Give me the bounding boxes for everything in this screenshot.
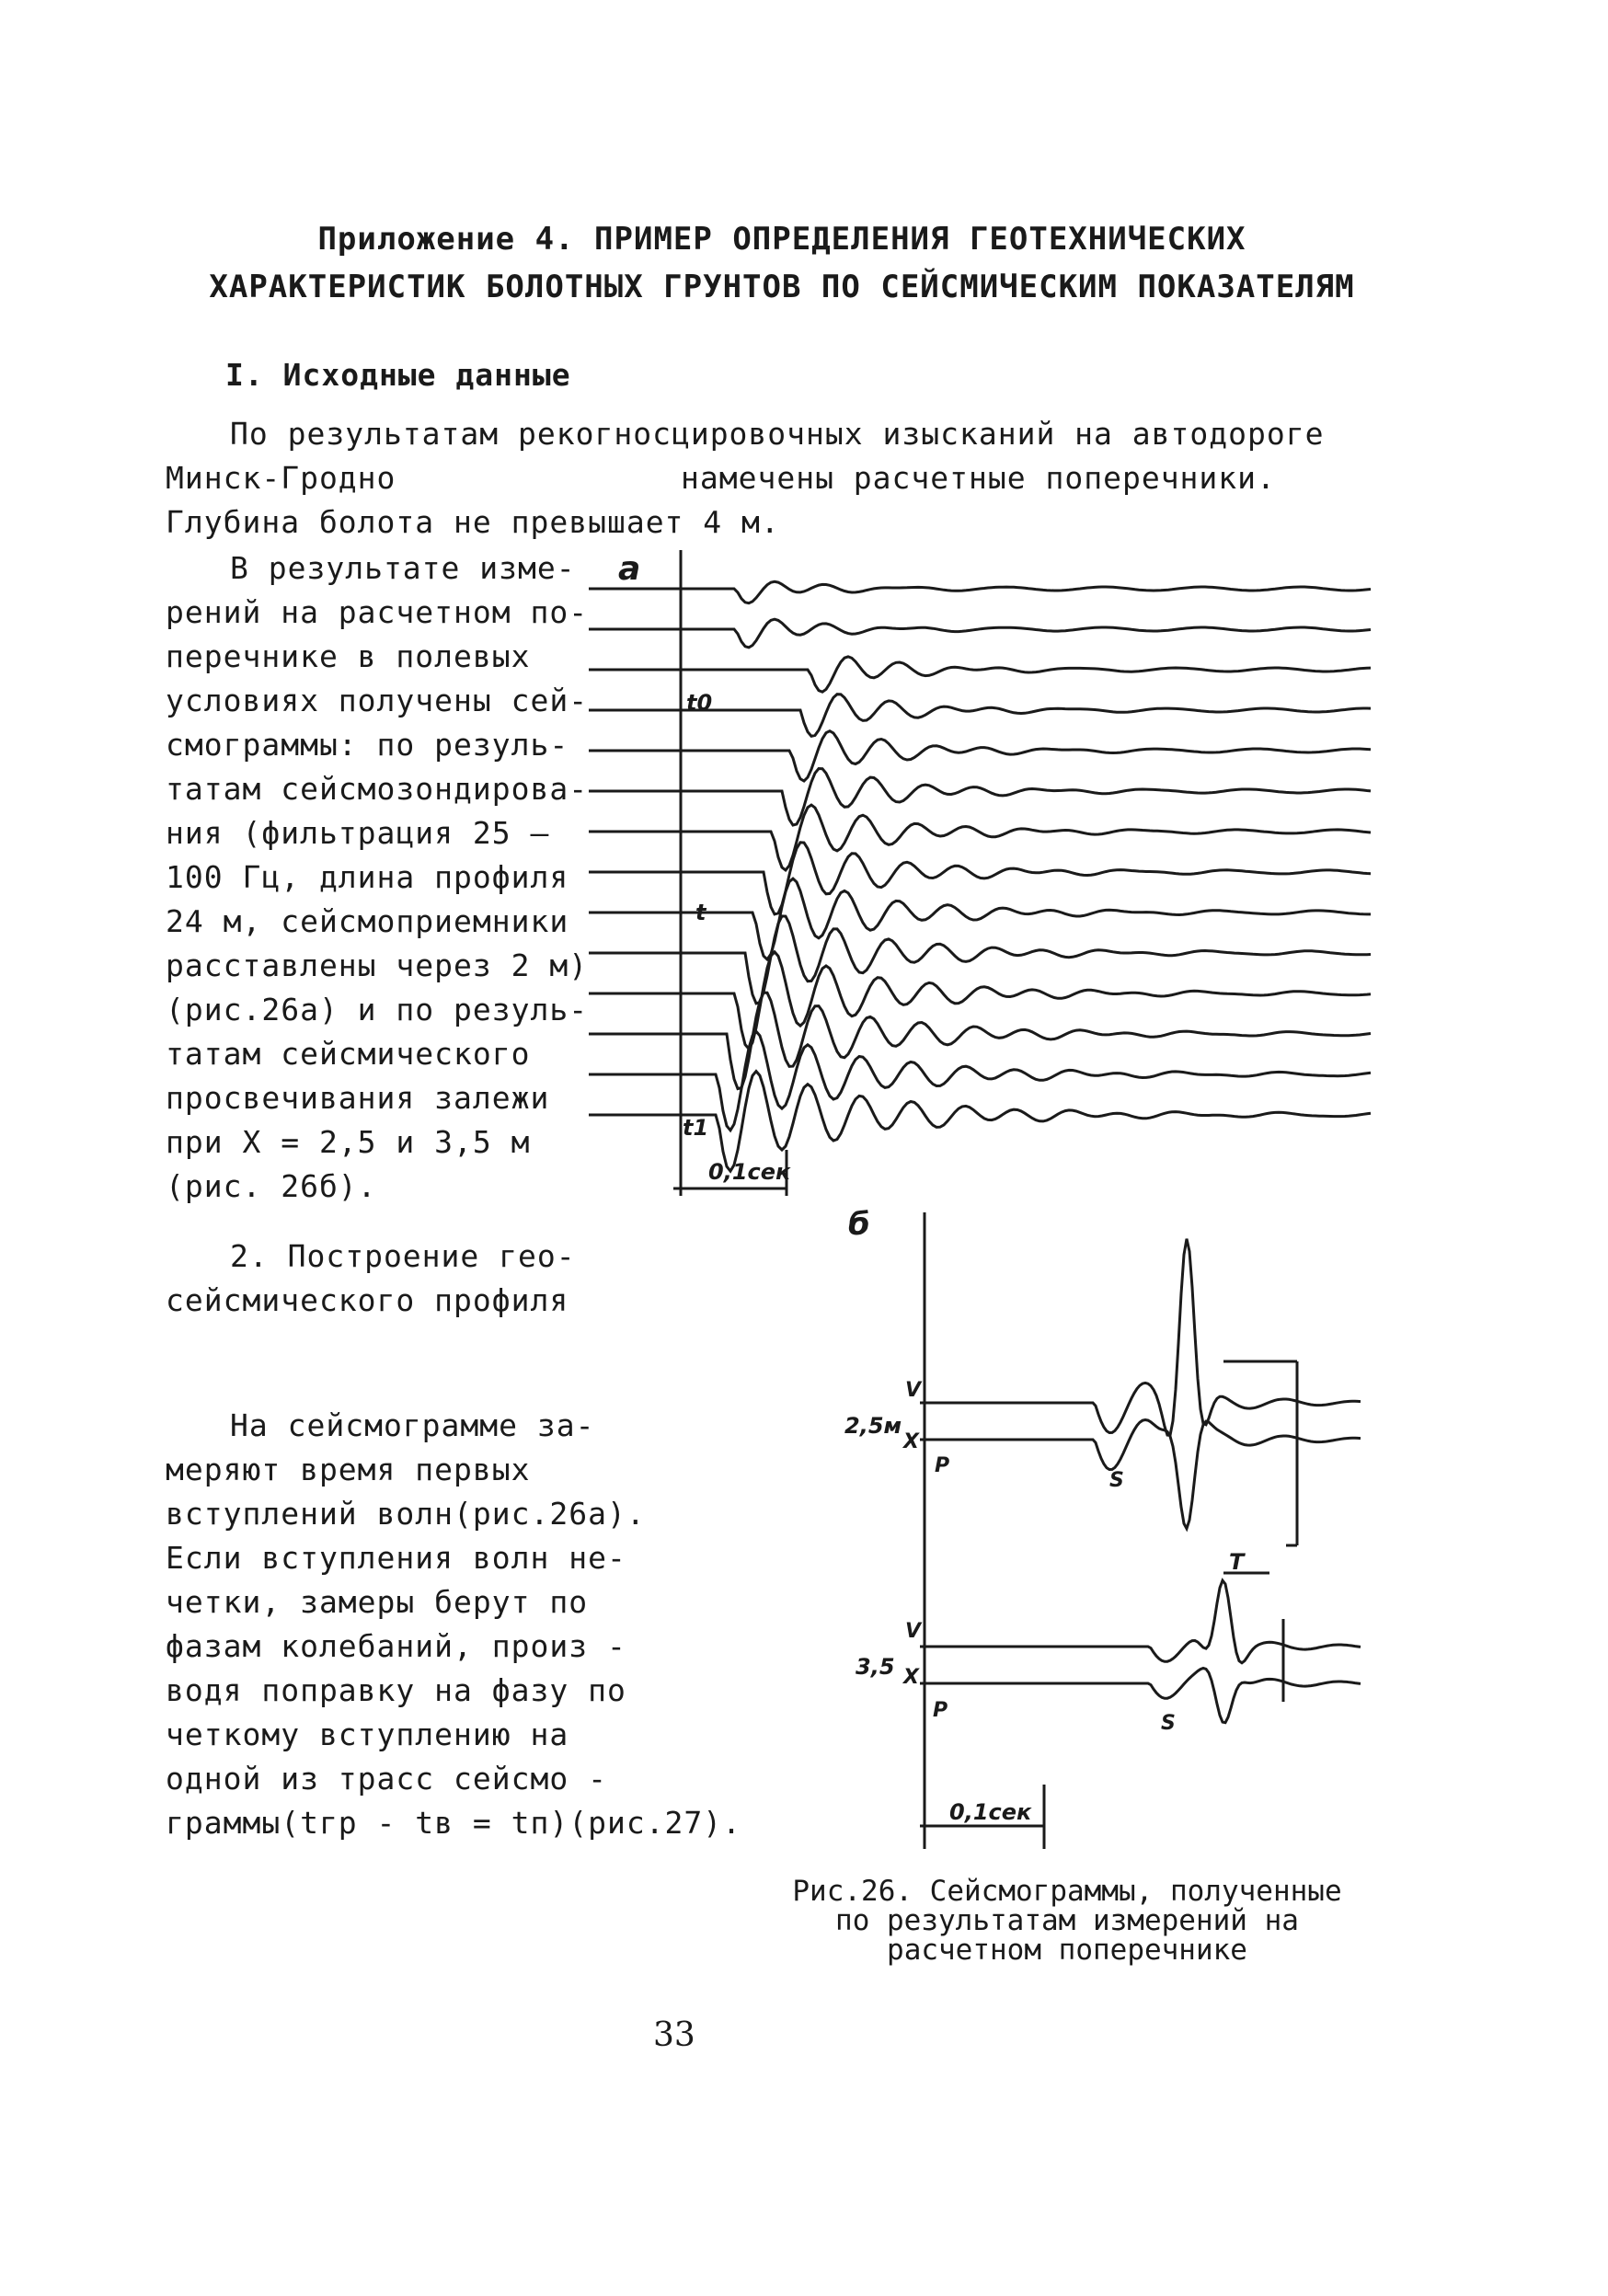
column-line-3: перечнике в полевых	[166, 638, 531, 674]
body-line-4: Если вступления волн не-	[166, 1540, 626, 1576]
figure-caption-line-3: расчетном поперечнике	[887, 1934, 1247, 1967]
figure-b-upper-s: S	[1109, 1469, 1124, 1492]
appendix-heading-line-1: Приложение 4. ПРИМЕР ОПРЕДЕЛЕНИЯ ГЕОТЕХНИЧЕСКИХ	[317, 221, 1246, 258]
figure-b-upper-p: P	[935, 1454, 950, 1477]
body-line-1: На сейсмограмме за-	[230, 1407, 595, 1443]
figure-b-lower-p: P	[933, 1699, 948, 1722]
body-line-7: водя поправку на фазу по	[166, 1672, 626, 1708]
body-line-6: фазам колебаний, произ -	[166, 1628, 626, 1664]
figure-b-lower-x: X	[903, 1666, 919, 1689]
transmission-trace	[920, 1420, 1361, 1529]
figure-b-period: T	[1229, 1549, 1245, 1575]
section-2-title-line-1: 2. Построение гео-	[230, 1238, 576, 1274]
intro-line-1: По результатам рекогносцировочных изысканий на автодороге	[230, 416, 1325, 452]
figure-a-mark-t0: t0	[686, 690, 713, 716]
column-line-2: рений на расчетном по-	[166, 594, 589, 630]
transmission-trace	[920, 1580, 1361, 1663]
figure-b-traces	[920, 1239, 1361, 1723]
body-line-8: четкому вступлению на	[166, 1716, 569, 1752]
transmission-trace	[920, 1669, 1361, 1723]
figure-a-mark-t: t	[695, 900, 706, 925]
column-line-5: смограммы: по резуль-	[166, 727, 569, 763]
column-line-15: (рис. 26б).	[166, 1168, 377, 1204]
figure-b-upper-distance: 2,5м	[844, 1413, 902, 1439]
figure-caption	[754, 1877, 1380, 1965]
figure-a-mark-t1: t1	[683, 1115, 709, 1141]
column-line-6: татам сейсмозондирова-	[166, 771, 589, 807]
figure-b-lower-distance: 3,5	[856, 1654, 895, 1680]
section-2-title-line-2: сейсмического профиля	[166, 1282, 569, 1318]
figure-a-label: а	[618, 550, 641, 588]
column-line-9: 24 м, сейсмоприемники	[166, 903, 569, 939]
figure-caption-line-1: Рис.26. Сейсмограммы, полученные	[792, 1875, 1342, 1908]
intro-line-3: Глубина болота не превышает 4 м.	[166, 504, 780, 540]
body-line-2: меряют время первых	[166, 1452, 531, 1487]
figure-b-upper-x: X	[903, 1430, 919, 1453]
body-line-10: граммы(tгр - tв = tп)(рис.27).	[166, 1805, 742, 1841]
column-line-12: татам сейсмического	[166, 1036, 531, 1072]
body-line-9: одной из трасс сейсмо -	[166, 1761, 607, 1797]
column-line-7: ния (фильтрация 25 —	[166, 815, 550, 851]
body-line-5: четки, замеры берут по	[166, 1584, 589, 1620]
figure-b-lower-v: V	[905, 1620, 922, 1643]
page-number: 33	[653, 2016, 695, 2054]
column-line-4: условиях получены сей-	[166, 683, 589, 718]
intro-line-2b: намечены расчетные поперечники.	[681, 460, 1276, 496]
column-line-8: 100 Гц, длина профиля	[166, 859, 569, 895]
column-line-11: (рис.26а) и по резуль-	[166, 992, 589, 1027]
figure-b-scale: 0,1сек	[949, 1799, 1032, 1825]
column-line-1: В результате изме-	[230, 550, 576, 586]
column-line-13: просвечивания залежи	[166, 1080, 550, 1116]
column-line-14: при X = 2,5 и 3,5 м	[166, 1124, 531, 1160]
figure-b-axis	[920, 1212, 1297, 1849]
intro-line-2a: Минск-Гродно	[166, 460, 396, 496]
section-1-title: I. Исходные данные	[225, 357, 571, 393]
body-line-3: вступлений волн(рис.26а).	[166, 1496, 646, 1532]
figure-b-upper-v: V	[905, 1379, 922, 1402]
transmission-trace	[920, 1239, 1361, 1436]
column-line-10: расставлены через 2 м)	[166, 947, 589, 983]
appendix-heading-line-2: ХАРАКТЕРИСТИК БОЛОТНЫХ ГРУНТОВ ПО СЕЙСМИЧЕСКИМ ПОКАЗАТЕЛЯМ	[209, 269, 1355, 305]
figure-caption-line-2: по результатам измерений на	[835, 1904, 1299, 1937]
figure-b-label: б	[848, 1206, 870, 1243]
figure-a-scale: 0,1сек	[708, 1159, 791, 1185]
figure-b-lower-s: S	[1161, 1712, 1176, 1735]
